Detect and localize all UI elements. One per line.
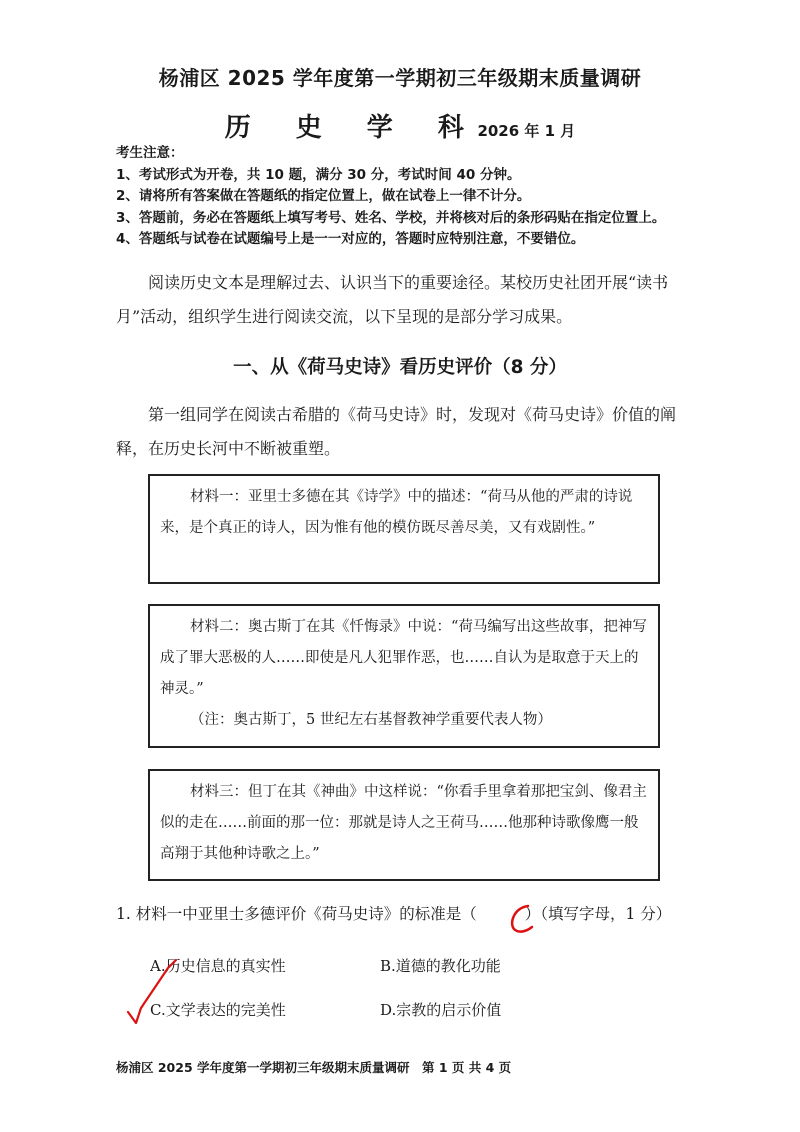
question-stem-end: ）（填写字母，1 分）: [524, 905, 672, 923]
candidate-notice: [116, 143, 736, 251]
notice-item: 1、考试形式为开卷，共 10 题，满分 30 分，考试时间 40 分钟。: [116, 166, 521, 183]
notice-item: 4、答题纸与试卷在试题编号上是一一对应的，答题时应特别注意，不要错位。: [116, 231, 585, 247]
section-title: 一、从《荷马史诗》看历史评价（8 分）: [233, 357, 567, 378]
exam-title: 杨浦区 2025 学年度第一学期初三年级期末质量调研: [158, 66, 642, 90]
option-d: D.宗教的启示价值: [380, 1001, 502, 1019]
option-c: C.文学表达的完美性: [150, 1001, 286, 1019]
material-text: 材料一：亚里士多德在其《诗学》中的描述：“荷马从他的严肃的诗说来，是个真正的诗人，因为惟有他的模仿既尽善尽美，又有戏剧性。”: [160, 489, 633, 536]
section-lead-text: 第一组同学在阅读古希腊的《荷马史诗》时，发现对《荷马史诗》价值的阐释，在历史长河中不断被重塑。: [116, 405, 677, 458]
subject-line: [0, 107, 800, 144]
question-stem-start: 1. 材料一中亚里士多德评价《荷马史诗》的标准是（: [116, 905, 477, 923]
section-lead-paragraph: [116, 398, 686, 466]
notice-item: 2、请将所有答案做在答题纸的指定位置上，做在试卷上一律不计分。: [116, 188, 531, 204]
material-note: （注：奥古斯丁，5 世纪左右基督教神学重要代表人物）: [190, 712, 552, 728]
intro-text: 阅读历史文本是理解过去、认识当下的重要途径。某校历史社团开展“读书月”活动，组织学生进行阅读交流，以下呈现的是部分学习成果。: [116, 273, 669, 326]
material-box-1: [148, 474, 660, 584]
material-box-3: [148, 769, 660, 881]
notice-item: 3、答题前，务必在答题纸上填写考号、姓名、学校，并将核对后的条形码贴在指定位置上。: [116, 209, 666, 226]
option-b: B.道德的教化功能: [380, 957, 501, 975]
material-box-2: [148, 604, 660, 748]
intro-paragraph: [116, 266, 686, 334]
question-1: [116, 902, 671, 924]
page-footer: 杨浦区 2025 学年度第一学期初三年级期末质量调研 第 1 页 共 4 页: [116, 1060, 512, 1075]
notice-heading: 考生注意：: [116, 145, 184, 161]
exam-date: 2026 年 1 月: [477, 122, 576, 140]
subject-name: 历 史 学 科: [224, 113, 482, 143]
option-a: A.历史信息的真实性: [150, 957, 286, 975]
material-text: 材料二：奥古斯丁在其《忏悔录》中说：“荷马编写出这些故事，把神写成了罪大恶极的人……即使是凡人犯罪作恶，也……自认为是取意于天上的神灵。”: [160, 619, 647, 697]
material-text: 材料三：但丁在其《神曲》中这样说：“你看手里拿着那把宝剑、像君主似的走在……前面的那一位：那就是诗人之王荷马……他那种诗歌像鹰一般高翔于其他种诗歌之上。”: [160, 784, 647, 862]
